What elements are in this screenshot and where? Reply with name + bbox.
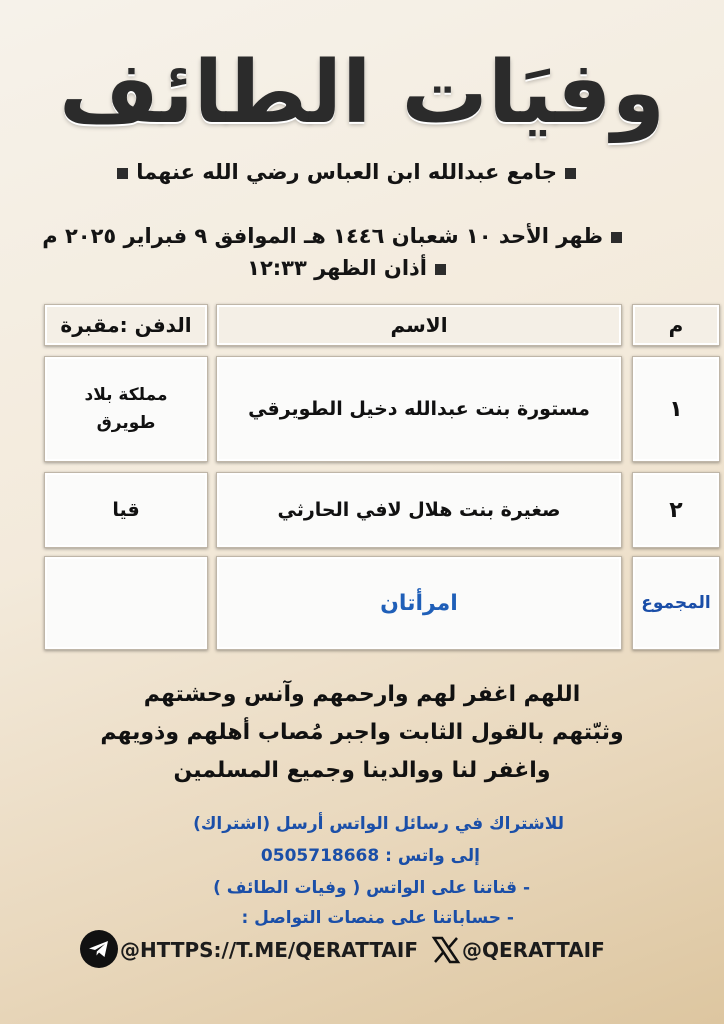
mosque-name: جامع عبدالله ابن العباس رضي الله عنهما — [136, 160, 557, 184]
prayer-line-3: واغفر لنا ووالدينا وجميع المسلمين — [173, 758, 551, 783]
table-row-2-burial: قيا — [44, 472, 208, 548]
total-value: امرأتان — [216, 556, 622, 650]
subscribe-line-1: للاشتراك في رسائل الواتس أرسل (اشتراك) — [193, 814, 564, 834]
subscribe-line-3: - قناتنا على الواتس ( وفيات الطائف ) — [213, 878, 530, 898]
telegram-plane-icon — [87, 937, 111, 961]
total-label: المجموع — [632, 556, 720, 650]
page-title: وفيَات الطائف — [58, 43, 666, 143]
telegram-link[interactable]: @HTTPS://T.ME/QERATTAIF — [120, 938, 418, 962]
header-name: الاسم — [216, 304, 622, 346]
table-row-1-burial: مملكة بلاد طويرق — [44, 356, 208, 462]
date-text: ظهر الأحد ١٠ شعبان ١٤٤٦ هـ الموافق ٩ فبراير ٢٠٢٥ م — [42, 224, 603, 248]
header-num: م — [632, 304, 720, 346]
prayer-line-1: اللهم اغفر لهم وارحمهم وآنس وحشتهم — [143, 682, 581, 707]
adhan-text: أذان الظهر ١٢:٣٣ — [247, 256, 427, 280]
x-icon[interactable] — [430, 934, 462, 966]
table-row-1-name: مستورة بنت عبدالله دخيل الطويرقي — [216, 356, 622, 462]
telegram-icon[interactable] — [80, 930, 118, 968]
subscribe-line-4: - حساباتنا على منصات التواصل : — [241, 908, 514, 928]
x-logo-icon — [430, 934, 462, 966]
table-row-1-num: ١ — [632, 356, 720, 462]
prayer-line-2: وثبّتهم بالقول الثابت واجبر مُصاب أهلهم وذويهم — [100, 720, 624, 745]
subscribe-line-2: إلى واتس : 0505718668 — [260, 846, 480, 866]
table-row-2-name: صغيرة بنت هلال لافي الحارثي — [216, 472, 622, 548]
header-burial: الدفن :مقبرة — [44, 304, 208, 346]
x-link[interactable]: @QERATTAIF — [462, 938, 605, 962]
table-row-2-num: ٢ — [632, 472, 720, 548]
